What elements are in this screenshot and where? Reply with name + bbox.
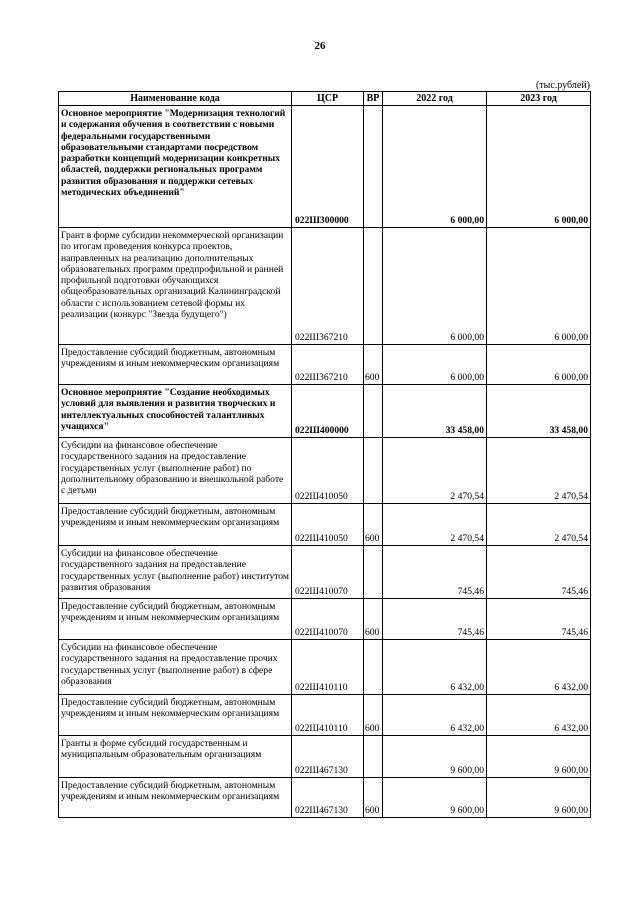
row-vr-cell: 600	[364, 345, 383, 385]
row-csr-cell: 022Ш410050	[292, 504, 364, 546]
row-2023-cell: 6 432,00	[487, 640, 591, 695]
table-header-row	[59, 92, 591, 106]
row-2022-cell: 6 000,00	[383, 228, 487, 345]
row-2022-cell: 2 470,54	[383, 438, 487, 504]
row-2022-cell: 9 600,00	[383, 778, 487, 818]
row-2023-cell: 6 000,00	[487, 228, 591, 345]
table-row	[59, 736, 591, 778]
row-2022-cell: 6 000,00	[383, 106, 487, 228]
row-csr-cell: 022Ш410050	[292, 438, 364, 504]
row-csr-cell: 022Ш300000	[292, 106, 364, 228]
row-2023-cell: 9 600,00	[487, 736, 591, 778]
row-csr-cell: 022Ш467130	[292, 736, 364, 778]
table-row	[59, 778, 591, 818]
row-2022-cell: 9 600,00	[383, 736, 487, 778]
row-2023-cell: 2 470,54	[487, 438, 591, 504]
header-2022: 2022 год	[383, 92, 487, 106]
table-row	[59, 438, 591, 504]
header-vr: ВР	[364, 92, 383, 106]
row-name-cell: Гранты в форме субсидий государственным и муниципальным образовательным организациям	[59, 736, 292, 778]
row-vr-cell	[364, 228, 383, 345]
row-vr-cell: 600	[364, 778, 383, 818]
row-vr-cell	[364, 736, 383, 778]
row-vr-cell: 600	[364, 695, 383, 736]
row-2022-cell: 6 432,00	[383, 695, 487, 736]
row-vr-cell	[364, 546, 383, 599]
row-vr-cell	[364, 640, 383, 695]
row-2022-cell: 2 470,54	[383, 504, 487, 546]
row-2023-cell: 6 432,00	[487, 695, 591, 736]
table-row	[59, 385, 591, 438]
header-name: Наименование кода	[59, 92, 292, 106]
row-csr-cell: 022Ш467130	[292, 778, 364, 818]
row-2023-cell: 745,46	[487, 546, 591, 599]
row-2022-cell: 6 000,00	[383, 345, 487, 385]
row-name-cell: Основное мероприятие "Создание необходимых условий для выявления и развития творческих и интеллектуальных способностей талантливых учащихся"	[59, 385, 292, 438]
table-row	[59, 228, 591, 345]
row-name-cell: Основное мероприятие "Модернизация технологий и содержания обучения в соответствии с новыми федеральными государственными образовательными стандартами посредством разработки концепций модернизации конкретных областей, поддержки региональных программ развития образования и поддержки сетевых методических объединений"	[59, 106, 292, 228]
budget-table	[58, 91, 591, 818]
row-2023-cell: 2 470,54	[487, 504, 591, 546]
row-2022-cell: 33 458,00	[383, 385, 487, 438]
page-number: 26	[314, 40, 326, 52]
row-name-cell: Субсидии на финансовое обеспечение государственного задания на предоставление государственных услуг (выполнение работ) институтом развития образования	[59, 546, 292, 599]
row-name-cell: Предоставление субсидий бюджетным, автономным учреждениям и иным некоммерческим организациям	[59, 504, 292, 546]
row-2023-cell: 745,46	[487, 599, 591, 640]
row-vr-cell	[364, 438, 383, 504]
table-body	[59, 106, 591, 818]
row-name-cell: Субсидии на финансовое обеспечение государственного задания на предоставление прочих государственных услуг (выполнение работ) в сфере образования	[59, 640, 292, 695]
table-row	[59, 599, 591, 640]
header-csr: ЦСР	[292, 92, 364, 106]
row-csr-cell: 022Ш367210	[292, 228, 364, 345]
table-row	[59, 695, 591, 736]
table-row	[59, 546, 591, 599]
row-name-cell: Предоставление субсидий бюджетным, автономным учреждениям и иным некоммерческим организациям	[59, 345, 292, 385]
row-2023-cell: 33 458,00	[487, 385, 591, 438]
row-csr-cell: 022Ш367210	[292, 345, 364, 385]
row-name-cell: Предоставление субсидий бюджетным, автономным учреждениям и иным некоммерческим организациям	[59, 599, 292, 640]
row-2023-cell: 6 000,00	[487, 345, 591, 385]
row-name-cell: Грант в форме субсидии некоммерческой организации по итогам проведения конкурса проектов, направленных на реализацию дополнительных образовательных программ предпрофильной и ранней профильной подготовки обучающихся общеобразовательных организаций Калининградской области с использованием сетевой формы их реализации (конкурс "Звезда будущего")	[59, 228, 292, 345]
row-2023-cell: 6 000,00	[487, 106, 591, 228]
row-2022-cell: 745,46	[383, 546, 487, 599]
row-2022-cell: 6 432,00	[383, 640, 487, 695]
row-vr-cell: 600	[364, 504, 383, 546]
row-csr-cell: 022Ш410070	[292, 546, 364, 599]
header-2023: 2023 год	[487, 92, 591, 106]
table-row	[59, 345, 591, 385]
row-vr-cell: 600	[364, 599, 383, 640]
row-name-cell: Предоставление субсидий бюджетным, автономным учреждениям и иным некоммерческим организациям	[59, 778, 292, 818]
row-vr-cell	[364, 106, 383, 228]
table-row	[59, 106, 591, 228]
row-csr-cell: 022Ш410070	[292, 599, 364, 640]
row-vr-cell	[364, 385, 383, 438]
row-2023-cell: 9 600,00	[487, 778, 591, 818]
row-name-cell: Предоставление субсидий бюджетным, автономным учреждениям и иным некоммерческим организациям	[59, 695, 292, 736]
row-csr-cell: 022Ш410110	[292, 695, 364, 736]
row-csr-cell: 022Ш410110	[292, 640, 364, 695]
row-2022-cell: 745,46	[383, 599, 487, 640]
row-name-cell: Субсидии на финансовое обеспечение государственного задания на предоставление государственных услуг (выполнение работ) по дополнительному образованию и внешкольной работе с детьми	[59, 438, 292, 504]
table-row	[59, 640, 591, 695]
row-csr-cell: 022Ш400000	[292, 385, 364, 438]
units-label: (тыс.рублей)	[535, 80, 590, 91]
table-row	[59, 504, 591, 546]
